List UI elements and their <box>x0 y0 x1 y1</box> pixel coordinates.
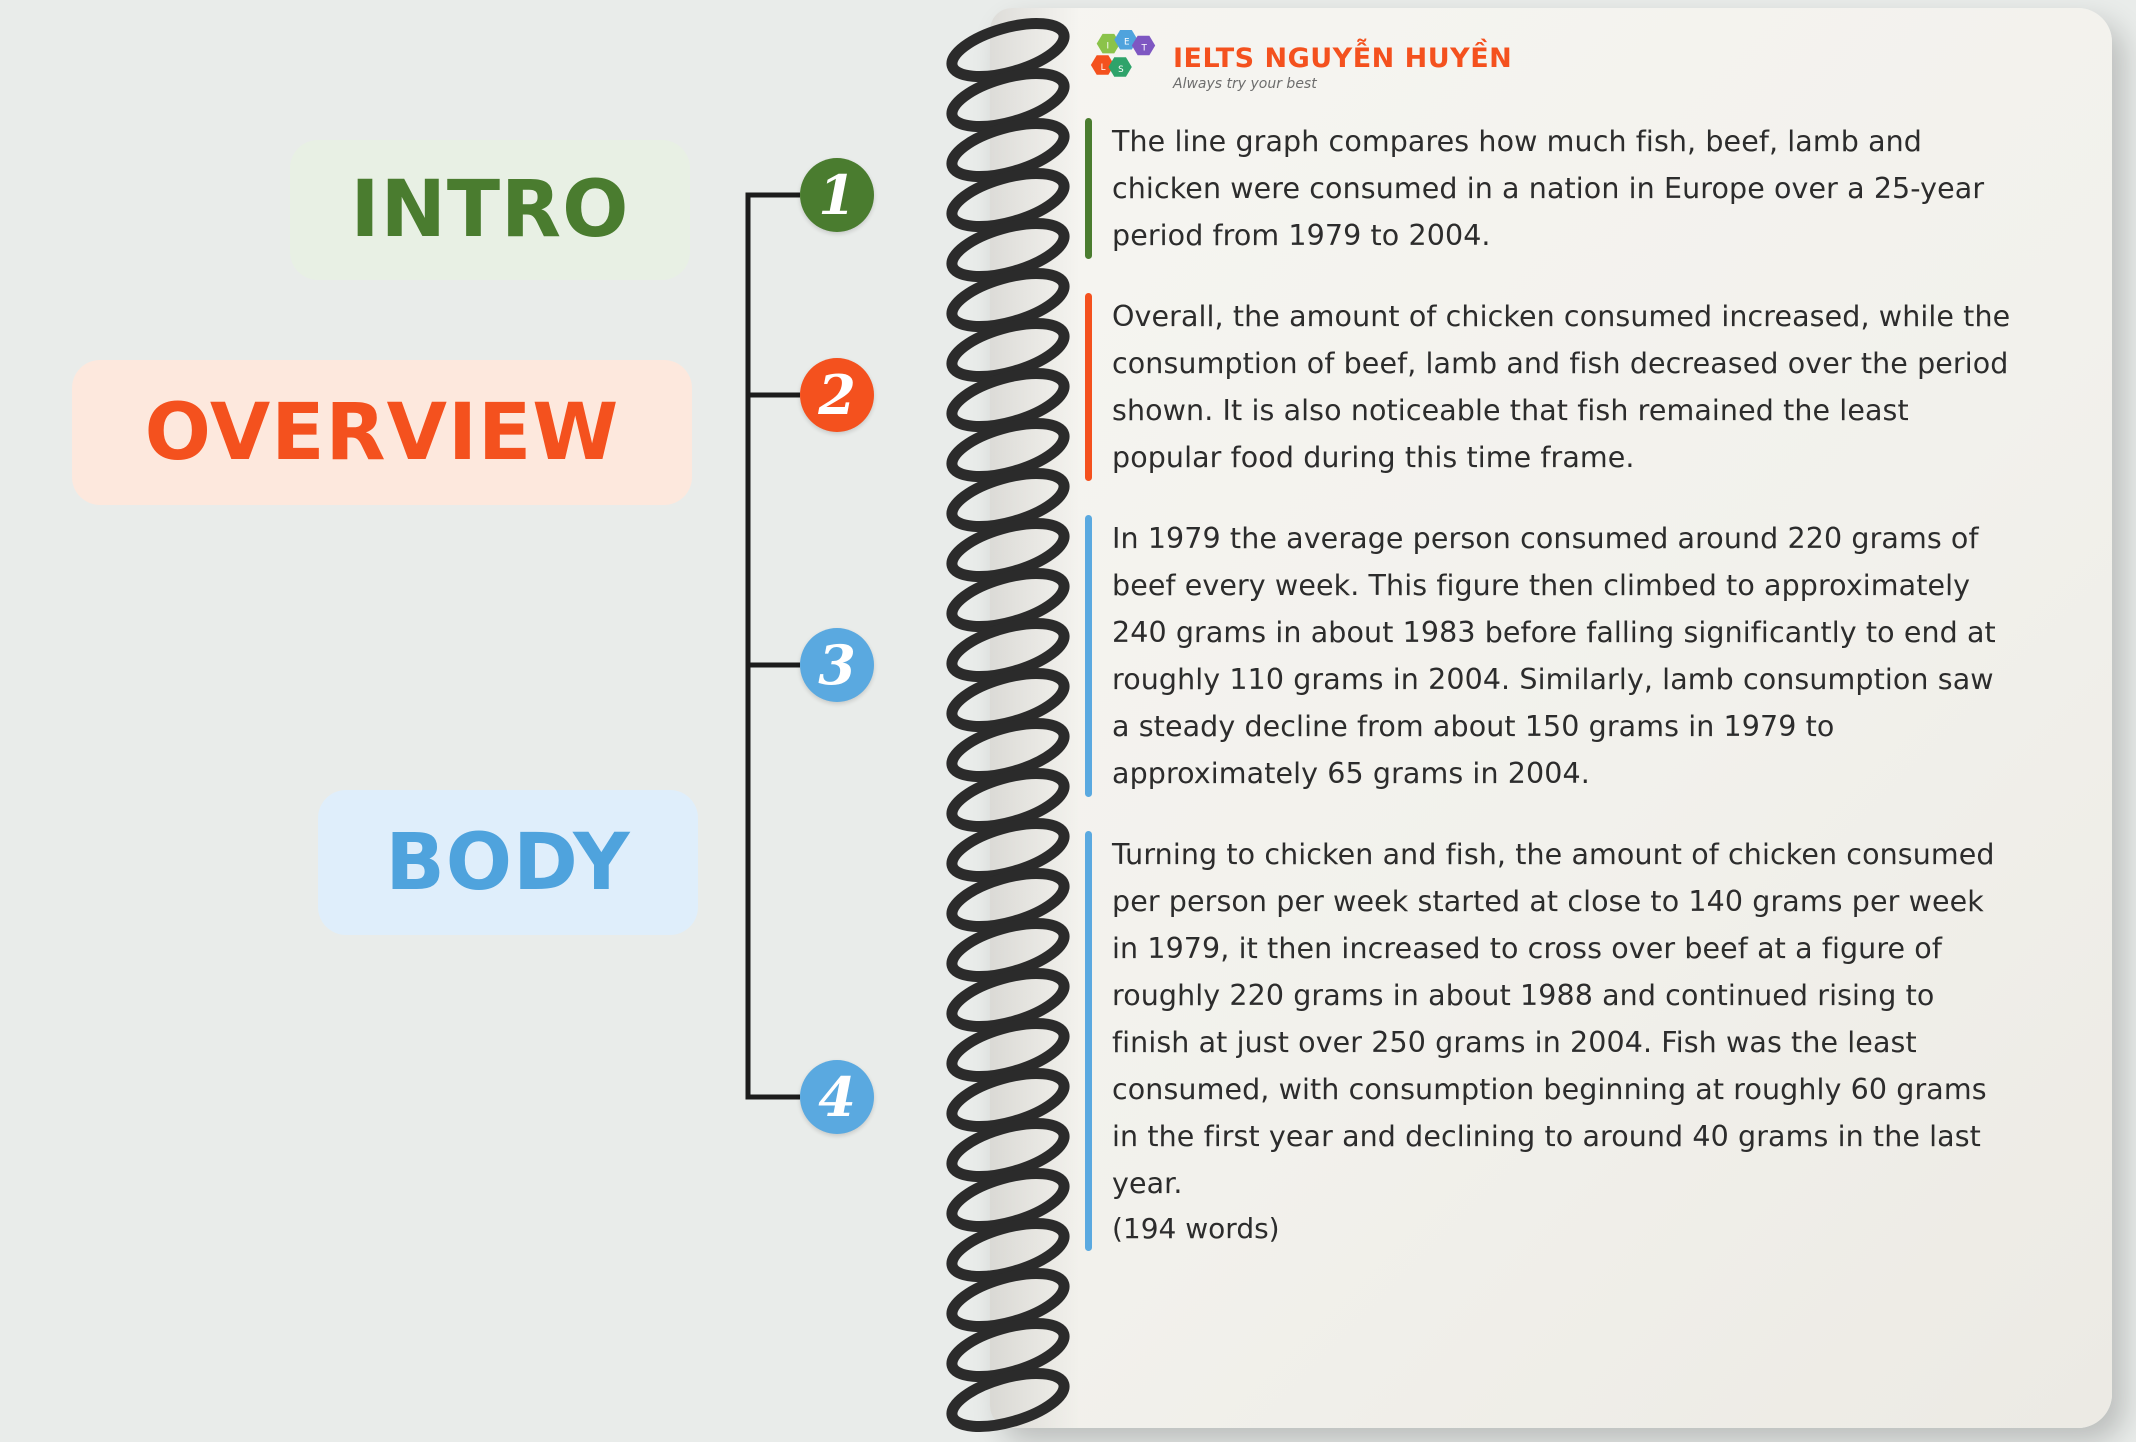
paragraph-text-body-1: In 1979 the average person consumed around 220 grams of beef every week. This figure then climbed to approximately 240 grams in about 1983 before falling significantly to end at roughly 110 grams in 2004. Similarly, lamb consumption saw a steady decline from about 150 grams in 1979 to approximately 65 grams in 2004. <box>1112 522 1996 790</box>
marker-2: 2 <box>800 358 874 432</box>
marker-3: 3 <box>800 628 874 702</box>
paragraph-accent-bar-body-1 <box>1085 515 1092 797</box>
label-intro: INTRO <box>290 140 690 280</box>
label-overview: OVERVIEW <box>72 360 692 505</box>
page-inner-shadow <box>990 8 1080 1428</box>
paragraph-overview <box>1085 293 2015 481</box>
svg-text:I: I <box>1106 41 1110 52</box>
marker-4: 4 <box>800 1060 874 1134</box>
label-body: BODY <box>318 790 698 935</box>
ielts-hexagon-logo-icon <box>1085 28 1163 106</box>
paragraph-accent-bar-intro <box>1085 118 1092 259</box>
logo-tagline: Always try your best <box>1173 75 1317 92</box>
logo-title: IELTS NGUYỄN HUYỀN <box>1173 42 1513 74</box>
word-count: (194 words) <box>1112 1212 1280 1245</box>
brand-logo <box>1085 28 1512 106</box>
label-column <box>0 0 760 1442</box>
svg-text:S: S <box>1118 64 1124 75</box>
paragraph-accent-bar-overview <box>1085 293 1092 481</box>
paragraph-text-body-2: Turning to chicken and fish, the amount of chicken consumed per person per week started at close to 140 grams per week in 1979, it then increased to cross over beef at a figure of roughly 220 grams in about 1988 and continued rising to finish at just over 250 grams in 2004. Fish was the least consumed, with consumption beginning at roughly 60 grams in the first year and declining to around 40 grams in the last year. <box>1112 838 1995 1200</box>
paragraph-text-overview: Overall, the amount of chicken consumed increased, while the consumption of beef, lamb and fish decreased over the period shown. It is also noticeable that fish remained the least popular food during this time frame. <box>1112 300 2011 474</box>
paragraph-body-1 <box>1085 515 2015 797</box>
marker-1: 1 <box>800 158 874 232</box>
essay-body <box>1085 118 2015 1285</box>
svg-text:E: E <box>1124 37 1130 48</box>
svg-text:L: L <box>1100 62 1106 73</box>
paragraph-intro <box>1085 118 2015 259</box>
paragraph-body-2 <box>1085 831 2015 1251</box>
paragraph-text-intro: The line graph compares how much fish, beef, lamb and chicken were consumed in a nation in Europe over a 25-year period from 1979 to 2004. <box>1112 125 1985 252</box>
svg-text:T: T <box>1141 43 1147 54</box>
paragraph-accent-bar-body-2 <box>1085 831 1092 1251</box>
